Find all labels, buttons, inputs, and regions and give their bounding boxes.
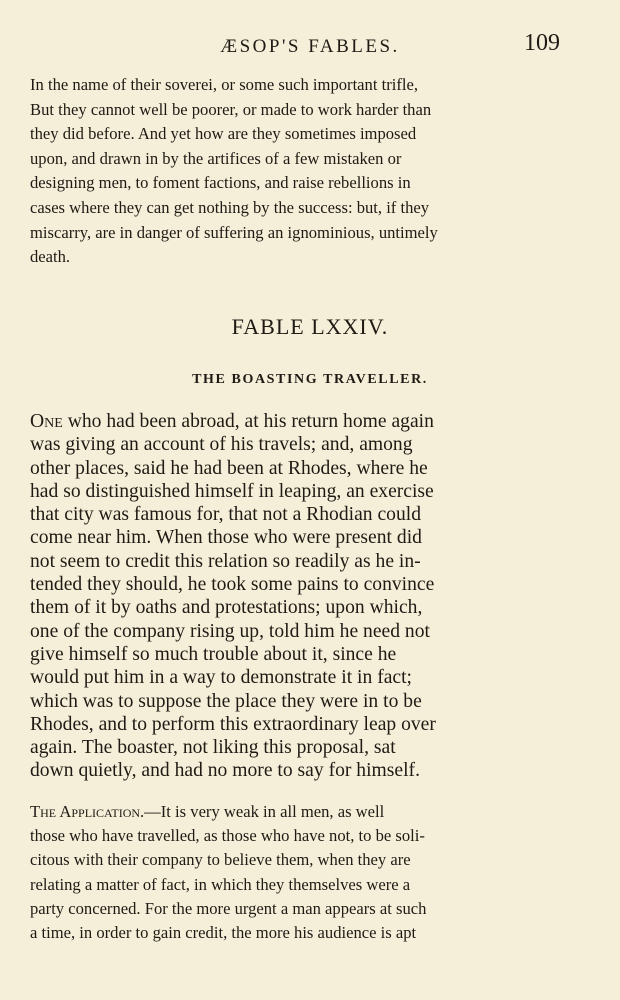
text-line: they did before. And yet how are they sometimes imposed: [30, 124, 417, 144]
running-title: ÆSOP'S FABLES.: [220, 36, 400, 57]
text-line: death.: [30, 247, 71, 267]
text-line: [30, 410, 562, 433]
text-line: But they cannot well be poorer, or made to work harder than: [30, 99, 432, 119]
text-line: that city was famous for, that not a Rhodian could: [30, 504, 422, 526]
text-line: citous with their company to believe them, when they are: [30, 850, 411, 870]
text-line: had so distinguished himself in leaping, an exercise: [30, 480, 434, 502]
text-line: those who have travelled, as those who have not, to be soli-: [30, 826, 425, 846]
page-number: 109: [524, 30, 560, 56]
text-line: come near him. When those who were present did: [30, 527, 422, 549]
text-line: cases where they can get nothing by the success: but, if they: [30, 197, 430, 217]
fable-title: FABLE LXXIV.: [231, 314, 389, 339]
text-line: give himself so much trouble about it, since he: [30, 643, 397, 665]
page-header: [30, 30, 590, 64]
first-word: One: [30, 411, 63, 432]
text-line: would put him in a way to demonstrate it in fact;: [30, 667, 413, 689]
text-line: relating a matter of fact, in which they themselves were a: [30, 874, 411, 894]
text-line: In the name of their soverei, or some such important trifle,: [30, 75, 418, 94]
application-label: The Application.: [30, 802, 145, 821]
text-line-rest: —It is very weak in all men, as well: [144, 802, 385, 821]
text-line: other places, said he had been at Rhodes, where he: [30, 457, 428, 479]
fable-subtitle: THE BOASTING TRAVELLER.: [192, 372, 428, 387]
text-line: upon, and drawn in by the artifices of a few mistaken or: [30, 148, 402, 168]
text-line: was giving an account of his travels; and, among: [30, 434, 413, 456]
text-line: miscarry, are in danger of suffering an ignominious, untimely: [30, 222, 438, 242]
text-line: Rhodes, and to perform this extraordinary leap over: [30, 713, 436, 735]
text-line: party concerned. For the more urgent a man appears at such: [30, 898, 427, 918]
text-line: not seem to credit this relation so readily as he in-: [30, 550, 421, 572]
text-line: tended they should, he took some pains to convince: [30, 574, 435, 596]
application-paragraph: [30, 800, 562, 945]
text-line: again. The boaster, not liking this proposal, sat: [30, 737, 396, 759]
text-line: down quietly, and had no more to say for himself.: [30, 760, 420, 782]
text-line: them of it by oaths and protestations; upon which,: [30, 597, 423, 619]
text-line: one of the company rising up, told him he need not: [30, 620, 430, 642]
fable-body: [30, 410, 562, 783]
text-line: a time, in order to gain credit, the more his audience is apt: [30, 923, 417, 943]
intro-paragraph: [30, 73, 562, 270]
text-line: which was to suppose the place they were in to be: [30, 690, 422, 712]
text-line: [30, 800, 562, 824]
text-line-rest: who had been abroad, at his return home again: [62, 411, 434, 432]
text-line: designing men, to foment factions, and raise rebellions in: [30, 173, 411, 193]
